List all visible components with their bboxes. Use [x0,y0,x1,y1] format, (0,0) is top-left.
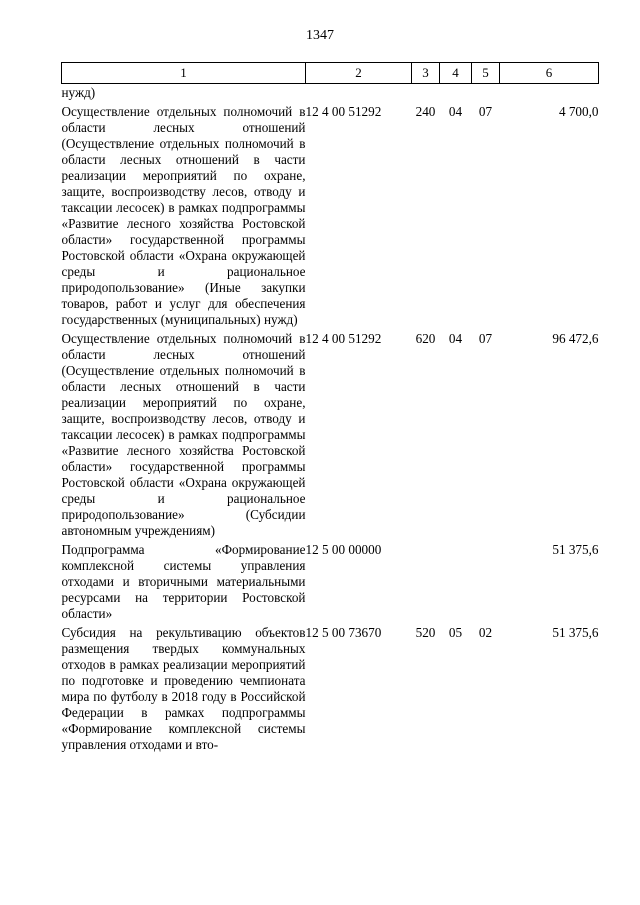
row-section: 05 [448,625,463,640]
row-code [306,84,412,105]
page-number: 1347 [306,28,334,43]
row-subsection: 07 [478,331,493,346]
row-section: 04 [448,331,463,346]
row-section [440,84,472,105]
row-sum [500,84,599,105]
header-col-6: 6 [500,63,599,84]
table-row [62,84,599,105]
header-col-3: 3 [412,63,440,84]
table-row [62,542,599,625]
row-sum: 51 375,6 [552,542,599,557]
row-name: Субсидия на рекультивацию объектов размещения твердых коммунальных отходов в рамках реализации мероприятий по подготовке и проведению чемпионата мира по футболу в 2018 году в Российской Федерации в рамках подпрограммы «Формирование комплексной системы управления отходами и вто- [61,625,306,752]
row-sum: 4 700,0 [558,104,599,119]
header-col-4: 4 [440,63,472,84]
row-section: 04 [448,104,463,119]
row-subsection [472,84,500,105]
row-code: 12 4 00 51292 [305,331,382,346]
row-expense-type: 520 [415,625,436,640]
row-name: Подпрограмма «Формирование комплексной системы управления отходами и вторичными материальными ресурсами на территории Ростовской области» [61,542,306,621]
row-expense-type: 240 [415,104,436,119]
row-expense-type: 620 [415,331,436,346]
row-code: 12 4 00 51292 [305,104,382,119]
header-col-1: 1 [62,63,306,84]
row-name: Осуществление отдельных полномочий в области лесных отношений (Осуществление отдельных полномочий в области лесных отношений в части реализации мероприятий по охране, защите, воспроизводству лесов, отводу и таксации лесосек) в рамках подпрограммы «Развитие лесного хозяйства Ростовской области» государственной программы Ростовской области «Охрана окружающей среды и рациональное природопользование» (Иные закупки товаров, работ и услуг для обеспечения государственных (муниципальных) нужд) [61,104,306,327]
table-row [62,331,599,542]
row-subsection: 02 [478,625,493,640]
header-col-2: 2 [306,63,412,84]
row-name: нужд) [61,85,96,100]
table-header-row [62,63,599,84]
row-code: 12 5 00 73670 [305,625,382,640]
row-section [440,542,472,625]
row-sum: 51 375,6 [552,625,599,640]
row-name: Осуществление отдельных полномочий в области лесных отношений (Осуществление отдельных полномочий в области лесных отношений в части реализации мероприятий по охране, защите, воспроизводству лесов, отводу и таксации лесосек) в рамках подпрограммы «Развитие лесного хозяйства Ростовской области» государственной программы Ростовской области «Охрана окружающей среды и рациональное природопользование» (Субсидии автономным учреждениям) [61,331,306,538]
row-expense-type [412,542,440,625]
row-subsection [472,542,500,625]
row-code: 12 5 00 00000 [305,542,382,557]
table-row [62,625,599,756]
row-subsection: 07 [478,104,493,119]
header-col-5: 5 [472,63,500,84]
row-sum: 96 472,6 [552,331,599,346]
budget-table [61,62,599,756]
row-expense-type [412,84,440,105]
table-row [62,104,599,331]
